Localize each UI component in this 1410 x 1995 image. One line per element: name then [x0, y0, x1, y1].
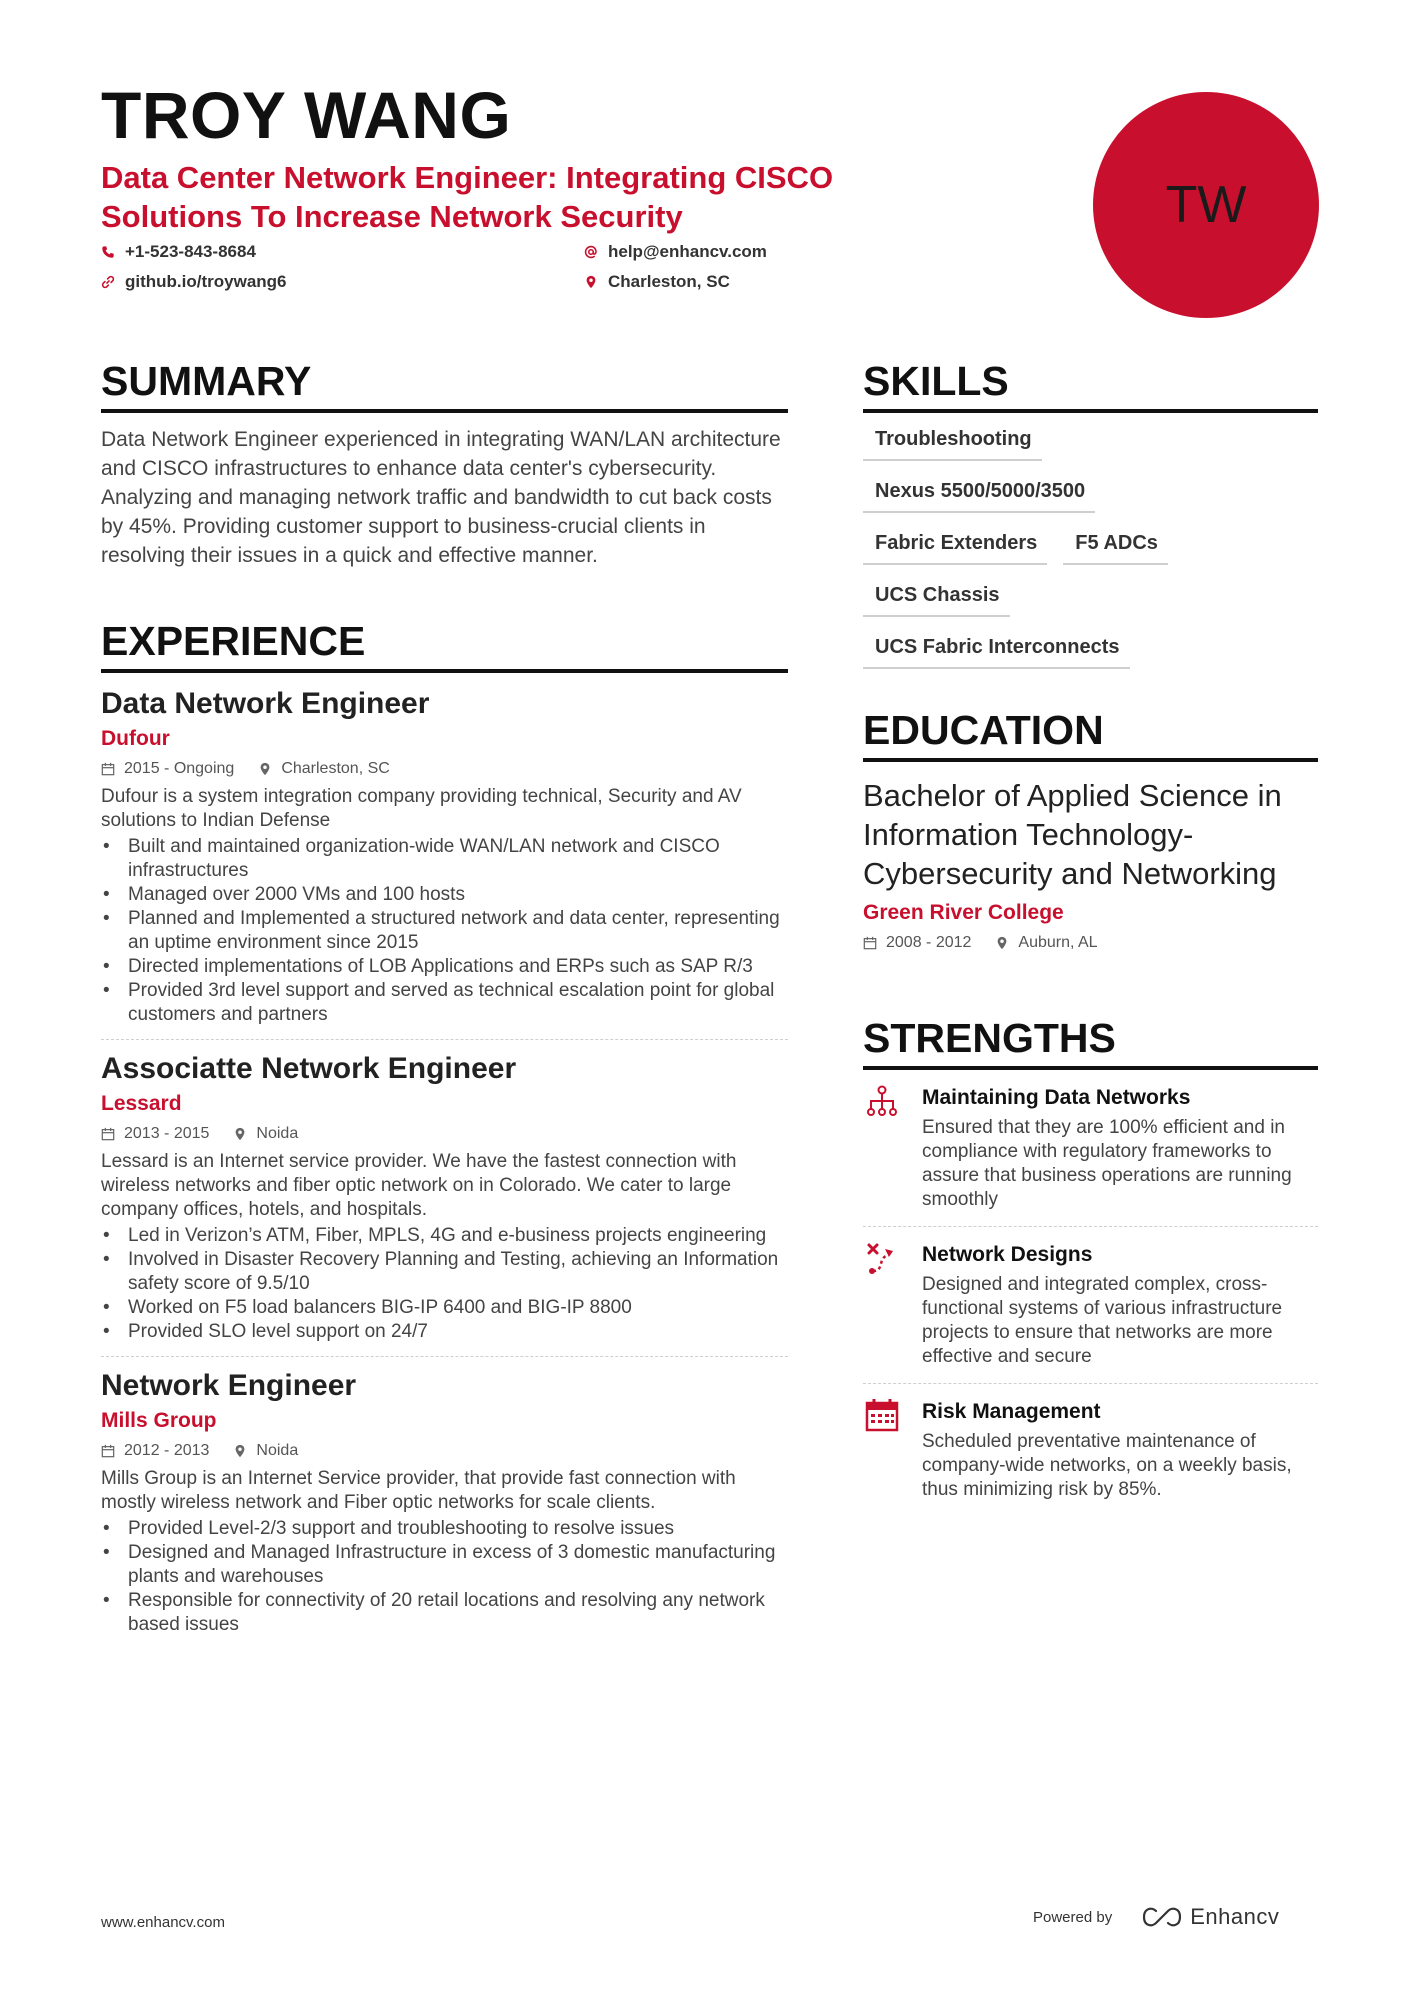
- job-bullet: • Involved in Disaster Recovery Planning and Testing, achieving an Information safety score of 9.5/10: [101, 1248, 788, 1296]
- enhancv-logo-icon: [1140, 1905, 1184, 1929]
- education-heading: EDUCATION: [863, 705, 1318, 762]
- experience-section: [101, 616, 788, 1649]
- footer-branding: [1033, 1904, 1279, 1930]
- skill-row: [863, 479, 1318, 513]
- job-bullet: • Designed and Managed Infrastructure in excess of 3 domestic manufacturing plants and warehouses: [101, 1541, 788, 1589]
- job-description: Dufour is a system integration company providing technical, Security and AV solutions to Indian Defense: [101, 786, 742, 831]
- job-bullet: • Provided 3rd level support and served as technical escalation point for global customers and partners: [101, 979, 788, 1027]
- powered-by-label: Powered by: [1033, 1908, 1113, 1926]
- job-bullet: • Directed implementations of LOB Applications and ERPs such as SAP R/3: [101, 955, 788, 979]
- job-dates: 2013 - 2015: [124, 1125, 210, 1142]
- job-location-text: Noida: [256, 1125, 299, 1142]
- skills-list: [863, 427, 1318, 669]
- company-name: Dufour: [101, 727, 170, 750]
- at-sign-icon: [584, 245, 598, 259]
- job-location: [258, 759, 390, 779]
- skill-row: [863, 635, 1318, 669]
- footer-website[interactable]: www.enhancv.com: [101, 1914, 225, 1931]
- strength-body: [922, 1084, 1318, 1212]
- strength-description: Scheduled preventative maintenance of company-wide networks, on a weekly basis, thus minimizing risk by 85%.: [922, 1431, 1292, 1500]
- calendar-icon: [101, 1127, 115, 1141]
- education-section: [863, 705, 1318, 953]
- right-column: [863, 356, 1318, 1516]
- job-bullets: [101, 1224, 788, 1344]
- skill-tag: F5 ADCs: [1063, 531, 1168, 565]
- strength-description: Ensured that they are 100% efficient and in compliance with regulatory frameworks to assure that business operations are running smoothly: [922, 1117, 1292, 1210]
- job-dates: 2015 - Ongoing: [124, 760, 235, 777]
- skill-row: [863, 583, 1318, 617]
- strength-title: Maintaining Data Networks: [922, 1086, 1191, 1109]
- calendar-icon: [863, 936, 877, 950]
- phone-contact[interactable]: [101, 242, 584, 262]
- strength-body: [922, 1241, 1318, 1369]
- location-contact: [584, 272, 804, 292]
- job-meta: [101, 1441, 788, 1461]
- location-pin-icon: [995, 936, 1009, 950]
- education-dates: 2008 - 2012: [886, 934, 972, 951]
- job-bullet: • Provided Level-2/3 support and troubleshooting to resolve issues: [101, 1517, 788, 1541]
- skill-tag: Troubleshooting: [863, 427, 1042, 461]
- job-location: [233, 1124, 298, 1144]
- summary-text: Data Network Engineer experienced in integrating WAN/LAN architecture and CISCO infrastructures to enhance data center's cybersecurity. Analyzing and managing network traffic and bandwidth to cut back costs by 45%. Providing customer support to business-crucial clients in resolving their issues in a quick and effective manner.: [101, 428, 781, 567]
- skill-tag: Nexus 5500/5000/3500: [863, 479, 1095, 513]
- job-description: Mills Group is an Internet Service provider, that provide fast connection with mostly wireless network and Fiber optic networks for scale clients.: [101, 1468, 736, 1513]
- location-text: Charleston, SC: [608, 272, 730, 291]
- strength-title: Network Designs: [922, 1243, 1093, 1266]
- skills-section: [863, 356, 1318, 669]
- company-name: Lessard: [101, 1092, 182, 1115]
- skill-row: [863, 427, 1318, 461]
- job-meta: [101, 759, 788, 779]
- location-pin-icon: [584, 275, 598, 289]
- job-dates: 2012 - 2013: [124, 1442, 210, 1459]
- job-bullets: [101, 835, 788, 1027]
- school-name: Green River College: [863, 901, 1064, 924]
- job-entry: [101, 1367, 788, 1649]
- skill-tag: Fabric Extenders: [863, 531, 1047, 565]
- strength-item: [863, 1227, 1318, 1384]
- strength-item: [863, 1070, 1318, 1227]
- location-pin-icon: [233, 1444, 247, 1458]
- link-text: github.io/troywang6: [125, 272, 287, 291]
- degree-title: Bachelor of Applied Science in Information Technology- Cybersecurity and Networking: [863, 778, 1282, 891]
- job-title: Associatte Network Engineer: [101, 1052, 517, 1085]
- company-name: Mills Group: [101, 1409, 217, 1432]
- job-entry: [101, 1050, 788, 1357]
- experience-heading: EXPERIENCE: [101, 616, 788, 673]
- email-text: help@enhancv.com: [608, 242, 767, 261]
- strength-title: Risk Management: [922, 1400, 1101, 1423]
- job-title: Network Engineer: [101, 1369, 357, 1402]
- strength-description: Designed and integrated complex, cross-functional systems of various infrastructure projects to ensure that networks are more effective and secure: [922, 1274, 1283, 1367]
- skills-heading: SKILLS: [863, 356, 1318, 413]
- calendar-icon: [101, 762, 115, 776]
- job-bullet: • Responsible for connectivity of 20 retail locations and resolving any network based issues: [101, 1589, 788, 1637]
- job-meta: [101, 1124, 788, 1144]
- contact-info: [101, 242, 801, 292]
- skill-row: [863, 531, 1318, 565]
- job-bullet: • Worked on F5 load balancers BIG-IP 6400 and BIG-IP 8800: [101, 1296, 788, 1320]
- strength-body: [922, 1398, 1318, 1502]
- phone-text: +1-523-843-8684: [125, 242, 256, 261]
- strengths-heading: STRENGTHS: [863, 1013, 1318, 1070]
- avatar-initials: TW: [1165, 176, 1247, 234]
- route-icon: [863, 1239, 901, 1277]
- brand-logo[interactable]: [1140, 1904, 1279, 1930]
- strengths-section: [863, 1013, 1318, 1516]
- strength-item: [863, 1384, 1318, 1516]
- brand-name: Enhancv: [1190, 1904, 1280, 1929]
- education-location-text: Auburn, AL: [1018, 934, 1098, 951]
- skill-tag: UCS Fabric Interconnects: [863, 635, 1130, 669]
- education-location: [995, 933, 1097, 953]
- summary-heading: SUMMARY: [101, 356, 788, 413]
- job-bullets: [101, 1517, 788, 1637]
- job-bullet: • Planned and Implemented a structured network and data center, representing an uptime environment since 2015: [101, 907, 788, 955]
- candidate-name: TROY WANG: [101, 78, 512, 152]
- link-icon: [101, 275, 115, 289]
- job-bullet: • Built and maintained organization-wide WAN/LAN network and CISCO infrastructures: [101, 835, 788, 883]
- job-location: [233, 1441, 298, 1461]
- location-pin-icon: [233, 1127, 247, 1141]
- calendar-icon: [863, 1396, 901, 1434]
- skill-tag: UCS Chassis: [863, 583, 1010, 617]
- link-contact[interactable]: [101, 272, 584, 292]
- email-contact[interactable]: [584, 242, 804, 262]
- job-title: Data Network Engineer: [101, 687, 430, 720]
- job-entry: [101, 685, 788, 1040]
- calendar-icon: [101, 1444, 115, 1458]
- job-description: Lessard is an Internet service provider. We have the fastest connection with wireless networks and fiber optic network on in Colorado. We cater to large company offices, hotels, and hospitals.: [101, 1151, 737, 1220]
- summary-section: [101, 356, 788, 570]
- education-meta: [863, 933, 1318, 953]
- job-location-text: Noida: [256, 1442, 299, 1459]
- job-bullet: • Provided SLO level support on 24/7: [101, 1320, 788, 1344]
- avatar: [1093, 92, 1319, 318]
- job-location-text: Charleston, SC: [281, 760, 390, 777]
- left-column: [101, 356, 788, 1659]
- job-bullet: • Led in Verizon’s ATM, Fiber, MPLS, 4G and e-business projects engineering: [101, 1224, 788, 1248]
- location-pin-icon: [258, 762, 272, 776]
- candidate-headline: Data Center Network Engineer: Integrating CISCO Solutions To Increase Network Security: [101, 160, 834, 234]
- phone-icon: [101, 245, 115, 259]
- network-icon: [863, 1082, 901, 1120]
- job-bullet: • Managed over 2000 VMs and 100 hosts: [101, 883, 788, 907]
